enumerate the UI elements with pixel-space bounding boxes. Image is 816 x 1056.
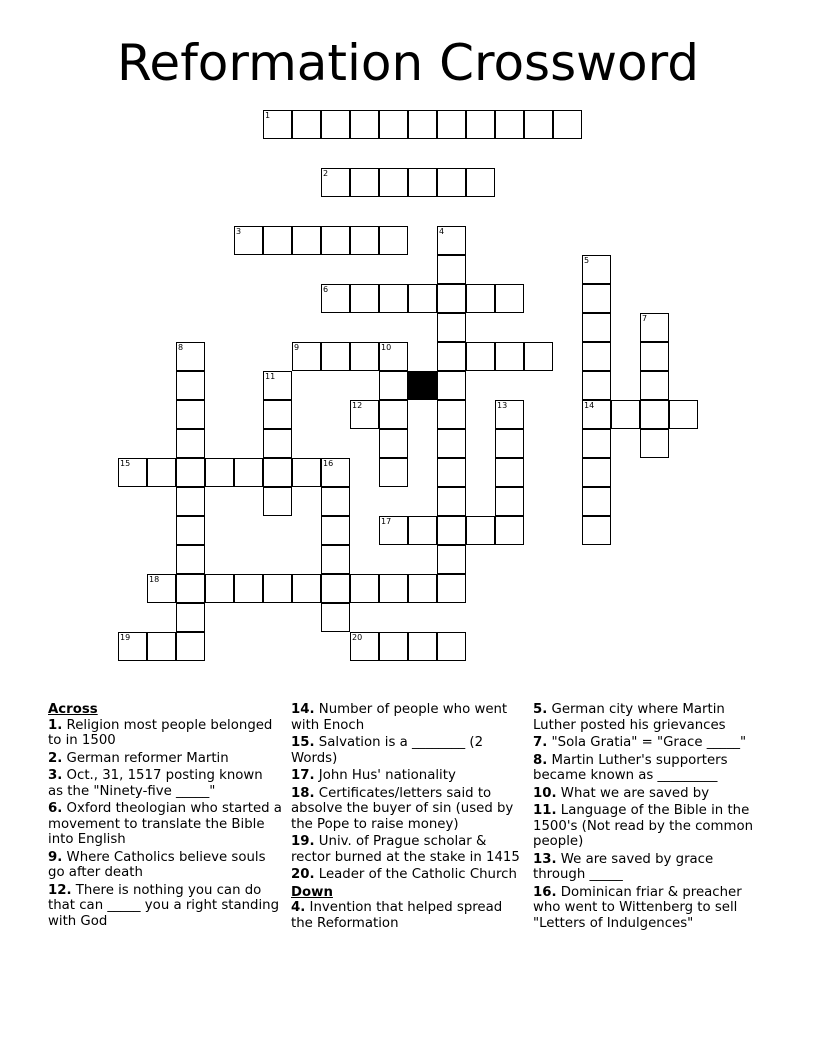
down-clue-list [291, 900, 525, 931]
clue-number-label: 12 [352, 401, 363, 410]
clue-number-label: 3 [236, 227, 242, 236]
clue-number: 20. [291, 867, 315, 882]
grid-cell[interactable] [176, 342, 205, 371]
grid-cell[interactable] [437, 371, 466, 400]
grid-cell[interactable] [118, 632, 147, 661]
clue-text: Dominican friar & preacher who went to Wittenberg to sell "Letters of Indulgences" [533, 884, 742, 931]
clue [291, 867, 525, 883]
grid-cell[interactable] [437, 313, 466, 342]
clue [48, 801, 282, 848]
grid-cell[interactable] [147, 632, 176, 661]
grid-cell[interactable] [321, 168, 350, 197]
grid-cell[interactable] [379, 429, 408, 458]
clue-number: 12. [48, 882, 72, 898]
across-clue-list [48, 718, 282, 930]
grid-cell[interactable] [408, 110, 437, 139]
clue-number: 13. [533, 851, 557, 867]
clue-number-label: 9 [294, 343, 300, 352]
grid-cell[interactable] [176, 516, 205, 545]
grid-cell[interactable] [582, 516, 611, 545]
grid-cell[interactable] [321, 458, 350, 487]
clue-text: German reformer Martin [66, 750, 229, 766]
clue [48, 718, 282, 749]
clues-column-2 [291, 702, 525, 933]
grid-cell[interactable] [321, 226, 350, 255]
grid-cell[interactable] [321, 545, 350, 574]
grid-cell[interactable] [437, 110, 466, 139]
clue-number: 14. [291, 702, 315, 717]
grid-cell[interactable] [582, 342, 611, 371]
grid-cell[interactable] [582, 400, 611, 429]
grid-cell[interactable] [205, 458, 234, 487]
clue-number: 18. [291, 785, 315, 801]
grid-cell[interactable] [350, 400, 379, 429]
clue-number: 10. [533, 785, 557, 801]
grid-cell[interactable] [437, 400, 466, 429]
clue-text: Oct., 31, 1517 posting known as the "Ninety-five _____" [48, 768, 263, 799]
grid-cell[interactable] [437, 284, 466, 313]
grid-cell[interactable] [263, 371, 292, 400]
grid-cell[interactable] [582, 371, 611, 400]
grid-cell[interactable] [408, 574, 437, 603]
grid-cell[interactable] [669, 400, 698, 429]
grid-cell[interactable] [176, 458, 205, 487]
clue-number: 16. [533, 884, 557, 900]
grid-cell[interactable] [176, 545, 205, 574]
across-heading: Across [48, 702, 98, 717]
grid-cell[interactable] [263, 400, 292, 429]
grid-cell[interactable] [582, 313, 611, 342]
grid-cell[interactable] [379, 342, 408, 371]
grid-cell[interactable] [466, 168, 495, 197]
clue [48, 850, 282, 881]
clue-number: 15. [291, 735, 315, 750]
clue [291, 702, 525, 733]
clue [291, 768, 525, 784]
grid-cell[interactable] [408, 168, 437, 197]
grid-cell[interactable] [176, 574, 205, 603]
grid-cell[interactable] [437, 429, 466, 458]
grid-cell[interactable] [495, 516, 524, 545]
down-clue-list-continued [533, 702, 769, 931]
clue-text: John Hus' nationality [318, 768, 456, 783]
grid-cell[interactable] [640, 371, 669, 400]
grid-cell[interactable] [292, 574, 321, 603]
clue-number: 2. [48, 750, 63, 766]
clue-number: 7. [533, 735, 548, 750]
grid-cell[interactable] [350, 110, 379, 139]
grid-cell[interactable] [437, 255, 466, 284]
clue-text: German city where Martin Luther posted his grievances [533, 702, 726, 733]
grid-cell[interactable] [321, 284, 350, 313]
grid-cell[interactable] [495, 458, 524, 487]
grid-cell[interactable] [437, 458, 466, 487]
grid-cell[interactable] [147, 574, 176, 603]
grid-cell[interactable] [495, 284, 524, 313]
clue-number: 5. [533, 702, 548, 717]
grid-cell[interactable] [466, 110, 495, 139]
grid-cell[interactable] [292, 110, 321, 139]
grid-cell[interactable] [176, 603, 205, 632]
grid-cell[interactable] [292, 342, 321, 371]
clue-number-label: 2 [323, 169, 329, 178]
grid-cell[interactable] [350, 574, 379, 603]
clue-number-label: 18 [149, 575, 160, 584]
clue [533, 735, 769, 751]
grid-cell[interactable] [524, 110, 553, 139]
grid-cell[interactable] [147, 458, 176, 487]
grid-cell[interactable] [582, 458, 611, 487]
grid-cell[interactable] [379, 371, 408, 400]
grid-cell[interactable] [379, 400, 408, 429]
grid-cell[interactable] [582, 487, 611, 516]
grid-cell[interactable] [640, 429, 669, 458]
grid-cell[interactable] [292, 226, 321, 255]
grid-cell[interactable] [466, 516, 495, 545]
clue-text: Oxford theologian who started a movement to translate the Bible into English [48, 801, 282, 847]
grid-cell[interactable] [350, 226, 379, 255]
clue-number-label: 10 [381, 343, 392, 352]
grid-cell[interactable] [582, 429, 611, 458]
grid-cell[interactable] [437, 574, 466, 603]
clues-column-3 [533, 702, 769, 933]
clue-text: There is nothing you can do that can _____ you a right standing with God [48, 882, 280, 929]
grid-cell[interactable] [234, 574, 263, 603]
clue-number-label: 7 [642, 314, 648, 323]
grid-cell[interactable] [640, 342, 669, 371]
clue-number: 1. [48, 717, 63, 733]
clue [291, 786, 525, 833]
clue [291, 735, 525, 766]
grid-cell[interactable] [234, 458, 263, 487]
grid-cell[interactable] [437, 516, 466, 545]
grid-cell[interactable] [379, 458, 408, 487]
grid-cell[interactable] [292, 458, 321, 487]
clue-number: 11. [533, 803, 557, 818]
clue-number-label: 13 [497, 401, 508, 410]
clue-text: We are saved by grace through _____ [533, 851, 714, 882]
grid-cell[interactable] [437, 168, 466, 197]
grid-cell[interactable] [495, 342, 524, 371]
clue-number: 9. [48, 849, 63, 865]
page-title: Reformation Crossword [116, 34, 700, 92]
clue-number-label: 1 [265, 111, 271, 120]
grid-cell[interactable] [495, 429, 524, 458]
clue [533, 786, 769, 802]
clue-text: Certificates/letters said to absolve the buyer of sin (used by the Pope to raise money) [291, 785, 514, 832]
grid-cell[interactable] [321, 516, 350, 545]
clue-text: Religion most people belonged to in 1500 [48, 717, 273, 748]
clue-number-label: 4 [439, 227, 445, 236]
clue-number-label: 17 [381, 517, 392, 526]
grid-cell[interactable] [350, 342, 379, 371]
clue [291, 900, 525, 931]
grid-cell[interactable] [437, 545, 466, 574]
clue [533, 803, 769, 850]
clue-number: 3. [48, 768, 63, 783]
grid-cell[interactable] [379, 226, 408, 255]
grid-cell[interactable] [640, 313, 669, 342]
grid-cell[interactable] [553, 110, 582, 139]
grid-cell[interactable] [437, 226, 466, 255]
grid-cell[interactable] [466, 342, 495, 371]
clue-text: What we are saved by [560, 785, 710, 801]
clue-text: Univ. of Prague scholar & rector burned at the stake in 1415 [291, 834, 520, 865]
grid-cell[interactable] [263, 487, 292, 516]
grid-cell[interactable] [118, 458, 147, 487]
clue-number: 8. [533, 752, 548, 768]
clue-text: Where Catholics believe souls go after death [48, 849, 266, 880]
grid-cell[interactable] [350, 284, 379, 313]
grid-cell[interactable] [176, 632, 205, 661]
clue [48, 768, 282, 799]
grid-cell[interactable] [263, 574, 292, 603]
grid-cell[interactable] [408, 516, 437, 545]
grid-cell[interactable] [263, 226, 292, 255]
grid-cell[interactable] [350, 632, 379, 661]
grid-cell[interactable] [176, 371, 205, 400]
clue-text: Number of people who went with Enoch [291, 702, 508, 733]
clue-number-label: 16 [323, 459, 334, 468]
grid-cell[interactable] [524, 342, 553, 371]
clue-number-label: 5 [584, 256, 590, 265]
grid-cell[interactable] [379, 632, 408, 661]
across-clue-list-continued [291, 702, 525, 883]
clue-number-label: 6 [323, 285, 329, 294]
clue-number-label: 20 [352, 633, 363, 642]
grid-cell[interactable] [611, 400, 640, 429]
grid-cell[interactable] [466, 284, 495, 313]
clue-text: Leader of the Catholic Church [318, 867, 517, 882]
clue [533, 885, 769, 932]
clue-number-label: 8 [178, 343, 184, 352]
clue-text: "Sola Gratia" = "Grace _____" [551, 735, 747, 750]
grid-cell[interactable] [379, 110, 408, 139]
grid-cell[interactable] [582, 284, 611, 313]
grid-cell[interactable] [263, 458, 292, 487]
grid-cell[interactable] [176, 487, 205, 516]
grid-cell[interactable] [176, 429, 205, 458]
black-square [408, 371, 437, 400]
clues-column-1 [48, 702, 282, 931]
clue-text: Salvation is a ________ (2 Words) [291, 735, 484, 766]
grid-cell[interactable] [437, 342, 466, 371]
grid-cell[interactable] [263, 429, 292, 458]
clue [48, 883, 282, 930]
clue-number-label: 19 [120, 633, 131, 642]
grid-cell[interactable] [640, 400, 669, 429]
grid-cell[interactable] [495, 110, 524, 139]
clue-number-label: 14 [584, 401, 595, 410]
down-heading: Down [291, 884, 333, 900]
grid-cell[interactable] [321, 487, 350, 516]
grid-cell[interactable] [321, 342, 350, 371]
clue [48, 751, 282, 767]
grid-cell[interactable] [437, 487, 466, 516]
clue [533, 702, 769, 733]
grid-cell[interactable] [263, 110, 292, 139]
grid-cell[interactable] [321, 110, 350, 139]
grid-cell[interactable] [379, 168, 408, 197]
grid-cell[interactable] [437, 632, 466, 661]
grid-cell[interactable] [205, 574, 234, 603]
grid-cell[interactable] [582, 255, 611, 284]
clue-number: 6. [48, 801, 63, 816]
clue-text: Language of the Bible in the 1500's (Not read by the common people) [533, 803, 754, 849]
grid-cell[interactable] [495, 400, 524, 429]
grid-cell[interactable] [379, 574, 408, 603]
clue-number: 19. [291, 834, 315, 849]
grid-cell[interactable] [234, 226, 263, 255]
grid-cell[interactable] [408, 632, 437, 661]
grid-cell[interactable] [408, 284, 437, 313]
clue-text: Invention that helped spread the Reformation [291, 900, 503, 931]
grid-cell[interactable] [379, 284, 408, 313]
grid-cell[interactable] [379, 516, 408, 545]
clue-number-label: 15 [120, 459, 131, 468]
grid-cell[interactable] [350, 168, 379, 197]
clue [533, 753, 769, 784]
grid-cell[interactable] [321, 603, 350, 632]
clue-number: 4. [291, 900, 306, 915]
clue-number: 17. [291, 768, 315, 783]
grid-cell[interactable] [495, 487, 524, 516]
clue [533, 852, 769, 883]
clue-number-label: 11 [265, 372, 276, 381]
clue-text: Martin Luther's supporters became known as _________ [533, 752, 728, 783]
grid-cell[interactable] [321, 574, 350, 603]
clue [291, 834, 525, 865]
grid-cell[interactable] [176, 400, 205, 429]
